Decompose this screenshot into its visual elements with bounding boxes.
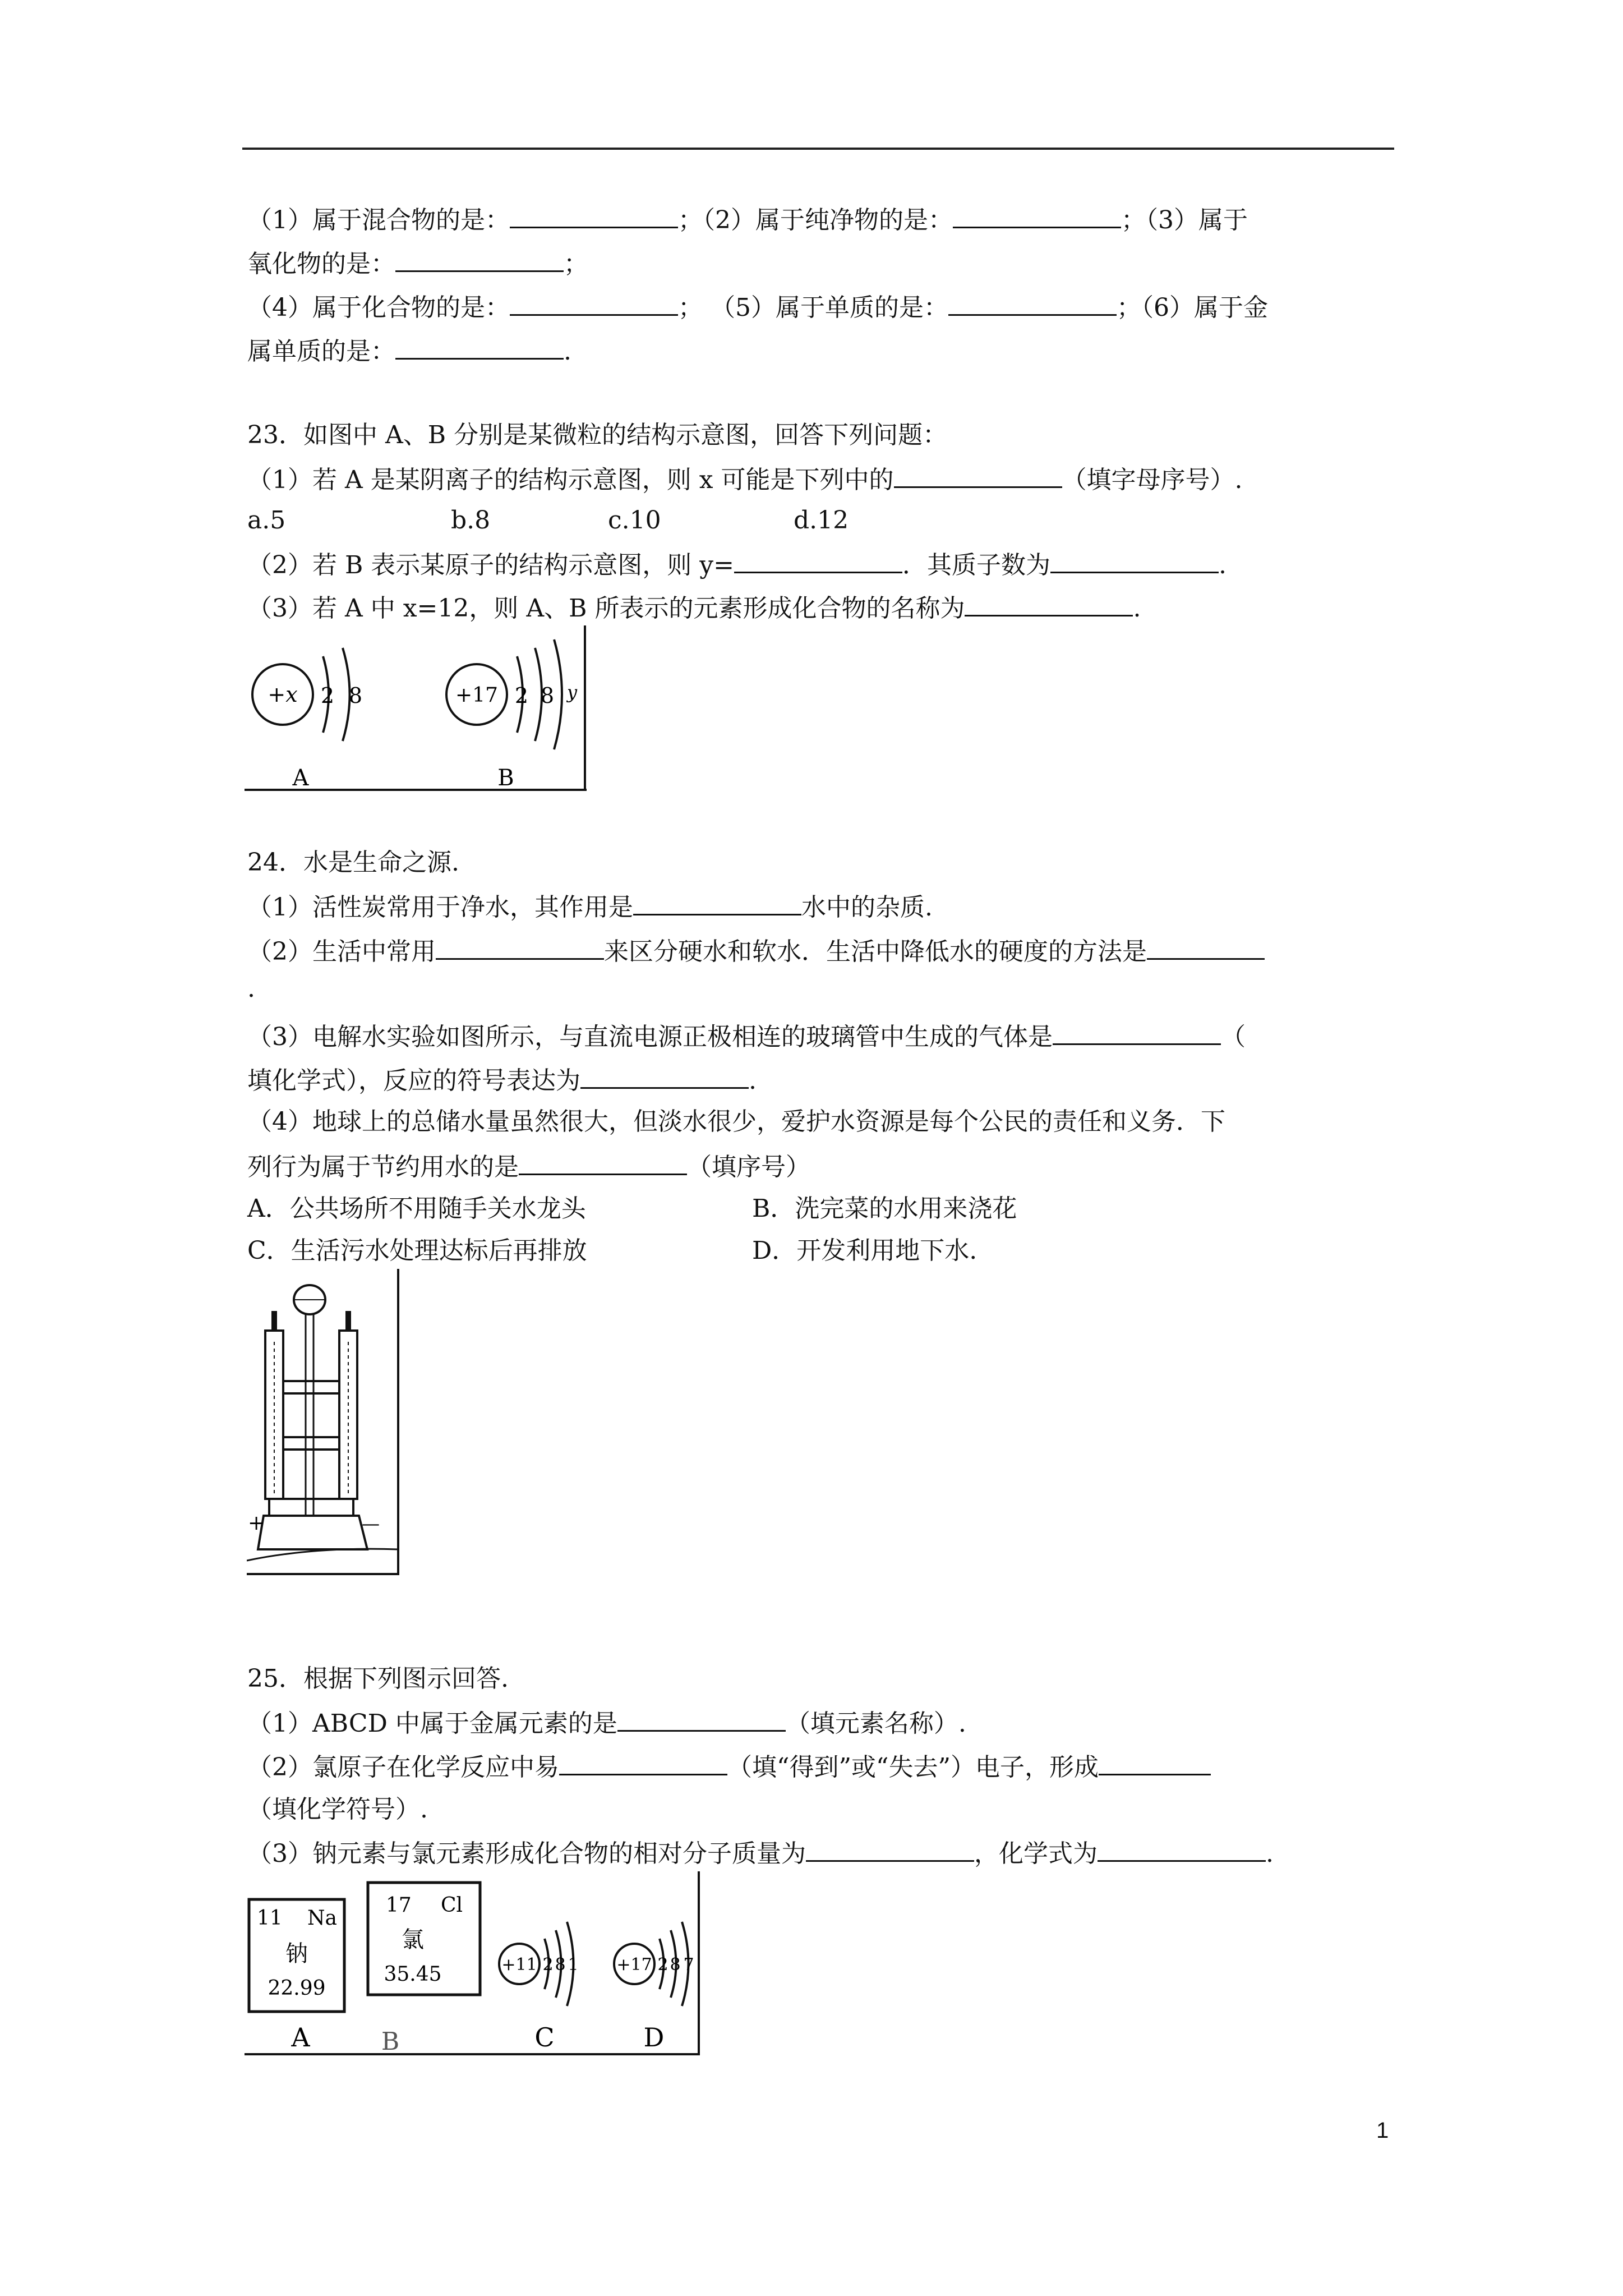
q24-part-4: （4）地球上的总储水量虽然很大，但淡水很少，爱护水资源是每个公民的责任和义务．下 [247,1107,1225,1136]
atom-b-diagram [446,639,578,791]
answer-blank[interactable] [1098,1835,1266,1862]
figure-label-c: C [534,2022,555,2053]
q25-part-1: （1）ABCD 中属于金属元素的是 （填元素名称）. [247,1705,966,1741]
q23-part-3: （3）若 A 中 x=12，则 A、B 所表示的元素形成化合物的名称为 . [247,590,1141,625]
atomic-mass: 22.99 [268,1977,326,2000]
shell-electron-count: 2 [657,1955,668,1975]
q24-part-2-end: . [247,974,255,1003]
stopcock [271,1311,277,1331]
answer-blank[interactable] [1050,547,1219,573]
shell-electron-count: 2 [542,1955,554,1975]
nucleus-charge: +x [268,682,298,707]
connector-bar [283,1437,339,1450]
chlorine-atom-diagram [614,1922,694,2053]
answer-blank[interactable] [953,202,1121,228]
apparatus-base [258,1516,367,1549]
electron-shell-arc [554,639,562,749]
element-card-sodium [249,1899,344,2053]
q22-line-3: （4）属于化合物的是： ； （5）属于单质的是： ；（6）属于金 [247,289,1268,325]
option-a: A．公共场所不用随手关水龙头 [247,1194,586,1223]
answer-blank[interactable] [395,333,564,360]
nucleus-charge: +17 [616,1955,652,1975]
q25-part-2: （2）氯原子在化学反应中易 （填“得到”或“失去”）电子，形成 [247,1749,1211,1784]
shell-electron-count: 2 [514,683,529,708]
answer-blank[interactable] [1099,1749,1211,1775]
shell-electron-count: 8 [670,1955,681,1975]
answer-blank[interactable] [510,202,678,228]
shell-electron-count: y [566,682,578,703]
q22-line-4: 属单质的是： . [247,333,571,369]
option-d: D．开发利用地下水. [752,1236,978,1265]
figure-label-a: A [291,2022,310,2053]
option-d: d.12 [794,506,849,535]
atomic-mass: 35.45 [384,1963,442,1986]
answer-blank[interactable] [948,289,1117,316]
answer-blank[interactable] [894,462,1062,488]
atom-structure-figure [245,625,592,794]
option-a: a.5 [247,506,286,535]
figure-label-b: B [497,765,514,791]
page-number: 1 [1376,2118,1389,2143]
figure-label-b: B [381,2027,400,2056]
q24-part-1: （1）活性炭常用于净水，其作用是 水中的杂质. [247,889,933,924]
answer-blank[interactable] [806,1835,974,1862]
left-glass-tube [265,1311,283,1499]
answer-blank[interactable] [395,246,564,272]
answer-blank[interactable] [510,289,678,316]
q24-title: 24．水是生命之源. [247,848,459,877]
q23-part-2: （2）若 B 表示某原子的结构示意图，则 y= ．其质子数为 . [247,547,1227,582]
shell-electron-count: 8 [555,1955,566,1975]
q24-part-4-cont: 列行为属于节约用水的是 （填序号） [247,1149,810,1184]
shell-electron-count: 7 [683,1955,694,1975]
nucleus-charge: +17 [455,684,498,707]
element-symbol: Na [307,1907,337,1930]
element-card-chlorine [368,1883,480,2056]
element-name: 氯 [402,1927,424,1953]
shell-electron-count: 1 [568,1955,579,1975]
option-c: C．生活污水处理达标后再排放 [247,1236,587,1265]
q25-part-3: （3）钠元素与氯元素形成化合物的相对分子质量为 ，化学式为 . [247,1835,1274,1871]
answer-blank[interactable] [519,1149,687,1175]
element-info-figure [245,1871,704,2056]
q25-title: 25．根据下列图示回答. [247,1664,509,1693]
answer-blank[interactable] [965,590,1133,616]
shell-electron-count: 8 [540,683,555,708]
bottom-chamber [269,1499,353,1516]
answer-blank[interactable] [1053,1019,1221,1045]
q23-title: 23．如图中 A、B 分别是某微粒的结构示意图，回答下列问题： [247,421,948,449]
header-rule [242,148,1394,150]
right-glass-tube [339,1311,357,1499]
q22-line-2: 氧化物的是： ； [247,246,588,281]
nucleus-charge: +11 [501,1955,537,1975]
answer-blank[interactable] [580,1062,749,1089]
element-symbol: Cl [441,1894,463,1917]
atomic-number: 17 [386,1894,412,1917]
figure-label-a: A [292,765,309,791]
q22-line-1: （1）属于混合物的是： ；（2）属于纯净物的是： ；（3）属于 [247,202,1248,237]
stopcock [345,1311,351,1331]
q23-part-1: （1）若 A 是某阴离子的结构示意图，则 x 可能是下列中的 （填字母序号）. [247,462,1243,497]
positive-terminal-label: + [248,1512,265,1535]
power-wire [247,1549,398,1561]
q24-part-2: （2）生活中常用 来区分硬水和软水．生活中降低水的硬度的方法是 [247,933,1265,969]
q25-part-2-cont: （填化学符号）. [247,1795,428,1824]
answer-blank[interactable] [436,933,604,960]
answer-blank[interactable] [734,547,902,573]
negative-terminal-label: — [362,1513,380,1534]
figure-label-d: D [643,2022,665,2053]
connector-bar [283,1381,339,1393]
sodium-atom-diagram [499,1922,579,2053]
q24-part-3: （3）电解水实验如图所示，与直流电源正极相连的玻璃管中生成的气体是 （ [247,1019,1246,1054]
shell-electron-count: 8 [348,683,363,708]
option-b: B．洗完菜的水用来浇花 [752,1194,1017,1223]
atom-a-diagram [252,648,362,791]
shell-electron-count: 2 [320,683,335,708]
answer-blank[interactable] [633,889,801,915]
option-c: c.10 [608,506,661,535]
answer-blank[interactable] [1147,933,1265,960]
water-electrolysis-apparatus [247,1269,409,1577]
atomic-number: 11 [257,1907,283,1930]
q24-part-3-cont: 填化学式），反应的符号表达为 . [247,1062,757,1098]
answer-blank[interactable] [559,1749,727,1775]
answer-blank[interactable] [617,1705,786,1732]
option-b: b.8 [451,506,491,535]
element-name: 钠 [285,1941,308,1967]
